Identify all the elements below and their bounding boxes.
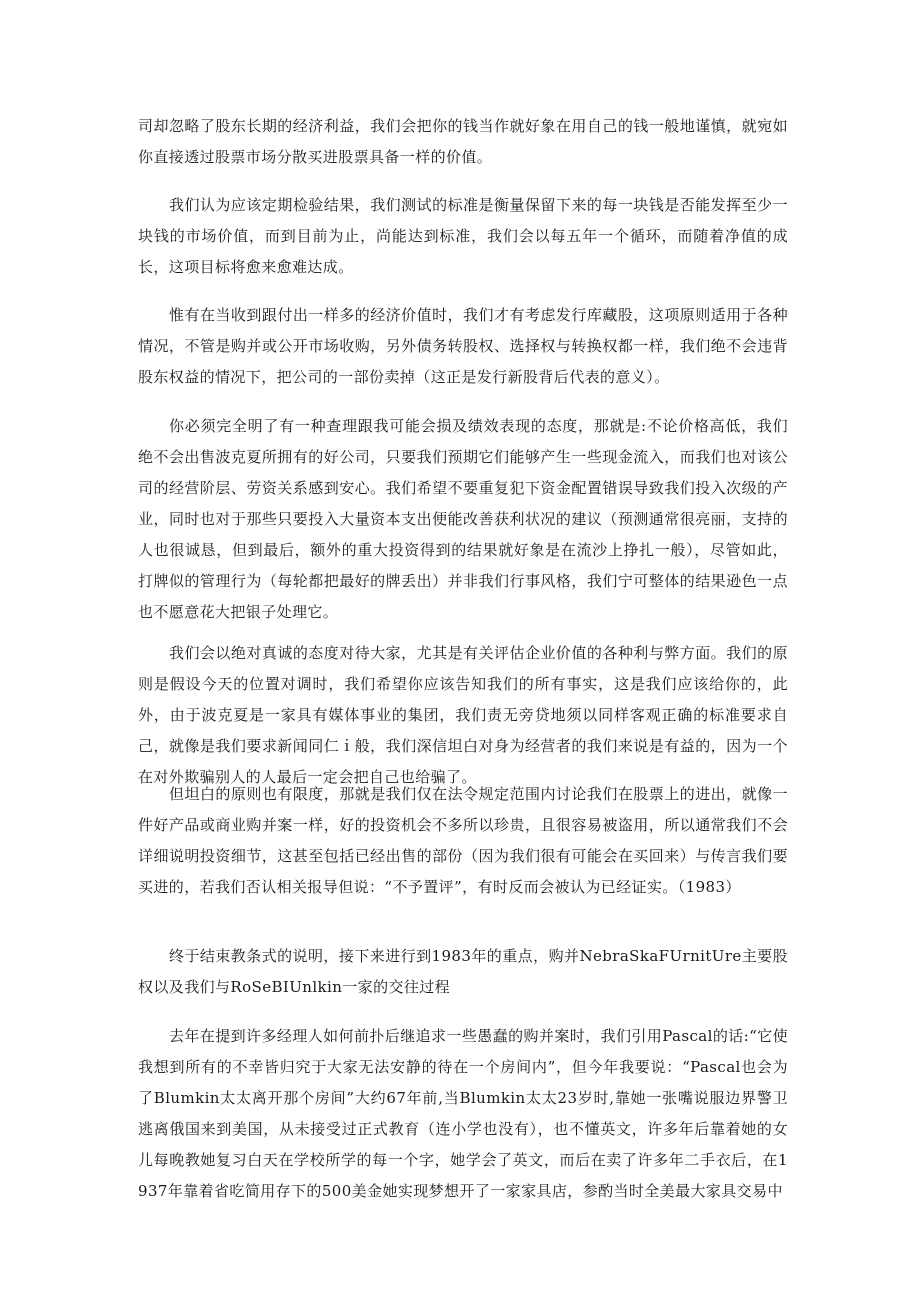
paragraph-blumkin-story: 去年在提到许多经理人如何前扑后继追求一些愚蠢的购并案时，我们引用Pascal的话:“它使我想到所有的不幸皆归究于大家无法安静的待在一个房间内”，但今年我要说：“Pascal也会为了Blumkin太太离开那个房间”大约67年前,当Blumkin太太23岁时,靠她一张嘴说服边界警卫逃离俄国来到美国，从未接受过正式教育（连小学也没有），也不懂英文，许多年后靠着她的女儿每晚教她复习白天在学校所学的每一个字，她学会了英文，而后在卖了许多年二手衣后，在1937年靠着省吃简用存下的500美金她实现梦想开了一家家具店，参酌当时全美最大家具交易中 [138, 1027, 788, 1200]
paragraph-candor-limits: 但坦白的原则也有限度，那就是我们仅在法令规定范围内讨论我们在股票上的进出，就像一件好产品或商业购并案一样，好的投资机会不多所以珍贵，且很容易被盗用，所以通常我们不会详细说明投资细节，这甚至包括已经出售的部份（因为我们很有可能会在买回来）与传言我们要买进的，若我们否认相关报导但说：“不予置评”，有时反而会被认为已经证实。（1983） [138, 785, 788, 896]
paragraph-candor: 我们会以绝对真诚的态度对待大家，尤其是有关评估企业价值的各种利与弊方面。我们的原则是假设今天的位置对调时，我们希望你应该告知我们的所有事实，这是我们应该给你的，此外，由于波克夏是一家具有媒体事业的集团，我们责无旁贷地须以同样客观正确的标准要求自己，就像是我们要求新闻同仁ｉ般，我们深信坦白对身为经营者的我们来说是有益的，因为一个在对外欺骗别人的人最后一定会把自己也给骗了。 [138, 644, 788, 786]
paragraph-1983-highlights: 终于结束教条式的说明，接下来进行到1983年的重点，购并NebraSkaFUrnitUre主要股权以及我们与RoSeBIUnlkin一家的交往过程 [138, 947, 788, 996]
paragraph-periodic-test: 我们认为应该定期检验结果，我们测试的标准是衡量保留下来的每一块钱是否能发挥至少一块钱的市场价值，而到目前为止，尚能达到标准，我们会以每五年一个循环，而随着净值的成长，这项目标将愈来愈难达成。 [138, 196, 788, 276]
paragraph-never-sell-businesses: 你必须完全明了有一种查理跟我可能会损及绩效表现的态度，那就是:不论价格高低，我们绝不会出售波克夏所拥有的好公司，只要我们预期它们能够产生一些现金流入，而我们也对该公司的经营阶层、劳资关系感到安心。我们希望不要重复犯下资金配置错误导致我们投入次级的产业，同时也对于那些只要投入大量资本支出便能改善获利状况的建议（预测通常很亮丽，支持的人也很诚恳，但到最后，额外的重大投资得到的结果就好象是在流沙上挣扎一般），尽管如此，打牌似的管理行为（每轮都把最好的牌丢出）并非我们行事风格，我们宁可整体的结果逊色一点也不愿意花大把银子处理它。 [138, 417, 788, 621]
paragraph-shareholder-interest: 司却忽略了股东长期的经济利益，我们会把你的钱当作就好象在用自己的钱一般地谨慎，就宛如你直接透过股票市场分散买进股票具备一样的价值。 [138, 117, 788, 166]
paragraph-share-issuance: 惟有在当收到跟付出一样多的经济价值时，我们才有考虑发行库藏股，这项原则适用于各种情况，不管是购并或公开市场收购，另外债务转股权、选择权与转换权都一样，我们绝不会违背股东权益的情况下，把公司的一部份卖掉（这正是发行新股背后代表的意义）。 [138, 306, 788, 386]
